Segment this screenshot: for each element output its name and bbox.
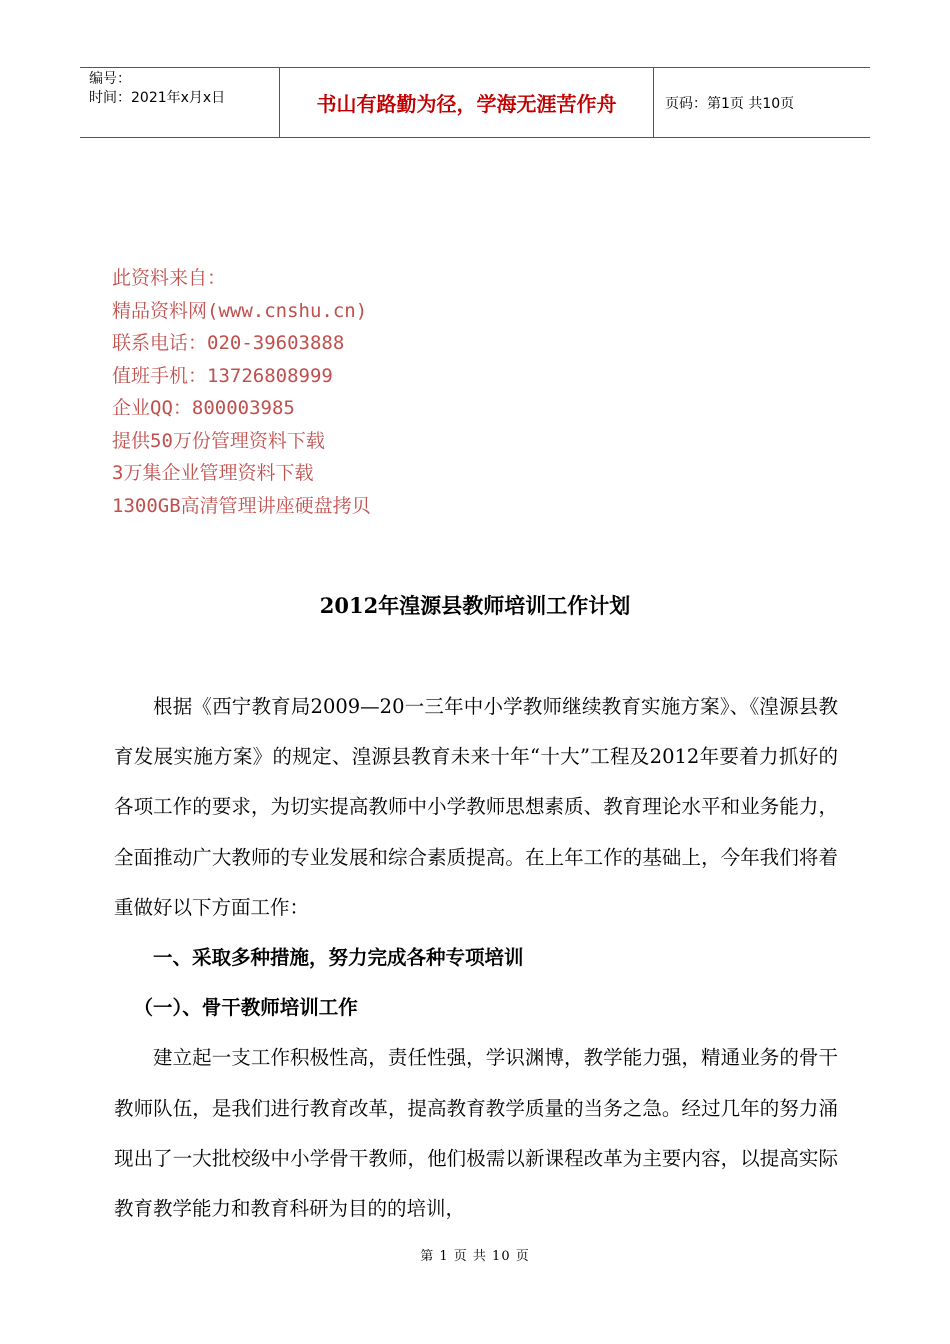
intro-paragraph: 根据《西宁教育局2009—20一三年中小学教师继续教育实施方案》、《湟源县教育发展实施方案》的规定、湟源县教育未来十年“十大”工程及2012年要着力抓好的各项工作的要求，为切实提高教师中小学教师思想素质、教育理论水平和业务能力，全面推动广大教师的专业发展和综合素质提高。在上年工作的基础上，今年我们将着重做好以下方面工作：: [114, 695, 838, 919]
header-meta: [80, 68, 280, 137]
source-line: 联系电话：020-39603888: [112, 332, 345, 354]
document-title: 2012年湟源县教师培训工作计划: [319, 593, 631, 618]
header-table: [80, 67, 870, 138]
document-body: [114, 682, 838, 1234]
number-label: 编号：: [89, 71, 131, 87]
source-line: 3万集企业管理资料下载: [112, 462, 314, 484]
section-heading: 一、采取多种措施，努力完成各种专项培训: [153, 946, 524, 970]
source-line: 此资料来自：: [112, 267, 227, 289]
time-label: 时间：2021年x月x日: [89, 90, 226, 106]
source-line: 精品资料网(www.cnshu.cn): [112, 299, 368, 322]
body-paragraph: 建立起一支工作积极性高，责任性强，学识渊博，教学能力强，精通业务的骨干教师队伍，是我们进行教育改革，提高教育教学质量的当务之急。经过几年的努力涌现出了一大批校级中小学骨干教师，他们极需以新课程改革为主要内容，以提高实际教育教学能力和教育科研为目的的培训，: [114, 1046, 838, 1221]
source-line: 1300GB高清管理讲座硬盘拷贝: [112, 494, 371, 517]
header-motto: 书山有路勤为径，学海无涯苦作舟: [280, 68, 654, 137]
source-line: 提供50万份管理资料下载: [112, 429, 325, 452]
header-page-info: 页码：第1页 共10页: [665, 95, 795, 112]
page-footer: 第 1 页 共 10 页: [420, 1249, 530, 1264]
source-line: 值班手机：13726808999: [112, 364, 333, 387]
source-info-block: [112, 262, 371, 522]
subsection-heading: （一）、骨干教师培训工作: [133, 996, 358, 1020]
source-line: 企业QQ：800003985: [112, 397, 295, 419]
